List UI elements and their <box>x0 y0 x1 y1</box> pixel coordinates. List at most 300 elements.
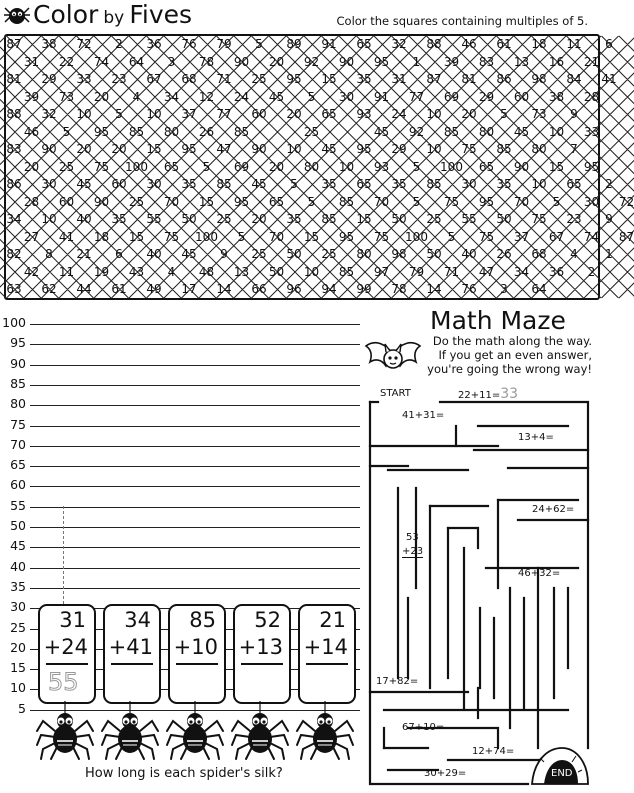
grid-number[interactable]: 99 <box>356 282 372 296</box>
grid-number[interactable]: 26 <box>198 124 215 139</box>
grid-number[interactable]: 28 <box>23 194 40 209</box>
grid-number[interactable]: 75 <box>443 194 460 209</box>
grid-number[interactable]: 50 <box>181 212 197 226</box>
grid-number[interactable]: 95 <box>583 159 600 174</box>
grid-instruction: Color the squares containing multiples of 5. <box>336 14 588 28</box>
grid-number[interactable]: 33 <box>583 124 600 139</box>
grid-number[interactable]: 41 <box>58 229 75 244</box>
grid-number[interactable]: 85 <box>233 124 250 139</box>
grid-number[interactable]: 65 <box>566 177 582 191</box>
grid-number[interactable]: 12 <box>198 89 215 104</box>
grid-number[interactable]: 26 <box>496 247 512 261</box>
grid-number[interactable]: 55 <box>146 212 162 226</box>
ruler-tick-line <box>30 547 360 548</box>
grid-number[interactable]: 20 <box>76 142 92 156</box>
grid-number[interactable]: 5 <box>500 107 508 121</box>
grid-number[interactable]: 60 <box>111 177 127 191</box>
grid-number[interactable]: 10 <box>426 107 442 121</box>
grid-number[interactable]: 60 <box>251 107 267 121</box>
grid-number[interactable]: 45 <box>513 124 530 139</box>
grid-number[interactable]: 18 <box>93 229 110 244</box>
grid-number[interactable]: 35 <box>356 72 372 86</box>
grid-number[interactable]: 89 <box>286 37 302 51</box>
grid-number[interactable]: 5 <box>237 229 246 244</box>
grid-number[interactable]: 32 <box>391 37 407 51</box>
grid-number[interactable]: 65 <box>163 159 180 174</box>
grid-number[interactable]: 20 <box>111 142 127 156</box>
grid-number[interactable]: 33 <box>76 72 92 86</box>
grid-number[interactable]: 67 <box>146 72 162 86</box>
ruler-tick-label: 95 <box>10 335 26 351</box>
grid-number[interactable]: 10 <box>426 142 442 156</box>
grid-number[interactable]: 13 <box>233 264 250 279</box>
ruler-tick-line <box>30 426 360 427</box>
grid-number[interactable]: 41 <box>601 72 617 86</box>
grid-number[interactable]: 70 <box>268 229 285 244</box>
grid-number[interactable]: 92 <box>408 124 425 139</box>
ruler-tick-label: 15 <box>10 660 26 676</box>
grid-number[interactable]: 10 <box>286 142 302 156</box>
grid-number[interactable]: 50 <box>286 247 302 261</box>
grid-number[interactable]: 9 <box>220 247 228 261</box>
grid-number[interactable]: 1 <box>605 247 613 261</box>
grid-number[interactable]: 32 <box>41 107 57 121</box>
grid-number[interactable]: 28 <box>583 89 600 104</box>
grid-number[interactable]: 78 <box>198 54 215 69</box>
grid-number[interactable]: 4 <box>132 89 141 104</box>
grid-number[interactable]: 95 <box>286 72 302 86</box>
grid-number[interactable]: 49 <box>146 282 162 296</box>
grid-number[interactable]: 76 <box>181 37 197 51</box>
grid-number[interactable]: 88 <box>426 37 442 51</box>
grid-number[interactable]: 95 <box>181 142 197 156</box>
grid-number[interactable]: 71 <box>443 264 460 279</box>
grid-number[interactable]: 25 <box>426 212 442 226</box>
grid-number[interactable]: 88 <box>6 107 22 121</box>
grid-number[interactable]: 5 <box>202 159 211 174</box>
grid-number[interactable]: 5 <box>447 229 456 244</box>
grid-number[interactable]: 8 <box>45 247 53 261</box>
grid-number[interactable]: 71 <box>216 72 232 86</box>
grid-number[interactable]: 91 <box>321 37 337 51</box>
silk-question: How long is each spider's silk? <box>85 766 283 781</box>
grid-number[interactable]: 30 <box>41 177 57 191</box>
grid-number[interactable]: 13 <box>513 54 530 69</box>
grid-number[interactable]: 98 <box>531 72 547 86</box>
grid-number[interactable]: 78 <box>391 282 407 296</box>
grid-number[interactable]: 10 <box>41 212 57 226</box>
example-silk-line <box>63 506 64 604</box>
grid-number[interactable]: 91 <box>373 89 390 104</box>
grid-number[interactable]: 92 <box>303 54 320 69</box>
grid-number[interactable]: 95 <box>373 54 390 69</box>
grid-number[interactable]: 15 <box>356 212 372 226</box>
grid-number[interactable]: 65 <box>356 177 372 191</box>
grid-number[interactable]: 100 <box>125 159 148 174</box>
grid-number[interactable]: 77 <box>408 89 425 104</box>
grid-number[interactable]: 76 <box>461 282 477 296</box>
grid-number[interactable]: 85 <box>216 177 232 191</box>
grid-number[interactable]: 10 <box>531 177 547 191</box>
grid-number[interactable]: 23 <box>566 212 582 226</box>
grid-number[interactable]: 44 <box>76 282 92 296</box>
maze-problem: 41+31= <box>402 410 445 421</box>
grid-number[interactable]: 40 <box>461 247 477 261</box>
card-sum-line <box>46 663 88 665</box>
grid-number[interactable]: 69 <box>233 159 250 174</box>
grid-number[interactable]: 67 <box>548 229 565 244</box>
grid-number[interactable]: 39 <box>23 89 40 104</box>
grid-number[interactable]: 17 <box>181 282 197 296</box>
grid-number[interactable]: 90 <box>513 159 530 174</box>
grid-number[interactable]: 4 <box>570 247 578 261</box>
maze-instruction-line: Do the math along the way. <box>432 334 592 348</box>
grid-number[interactable]: 66 <box>251 282 267 296</box>
grid-number[interactable]: 84 <box>566 72 582 86</box>
maze-problem: 67+10= <box>402 722 445 733</box>
grid-number[interactable]: 96 <box>286 282 302 296</box>
grid-number[interactable]: 95 <box>356 142 372 156</box>
grid-number[interactable]: 34 <box>163 89 180 104</box>
grid-number[interactable]: 94 <box>321 282 337 296</box>
grid-number[interactable]: 69 <box>443 89 460 104</box>
grid-number[interactable]: 70 <box>163 194 180 209</box>
grid-number[interactable]: 79 <box>408 264 425 279</box>
title-color: Color <box>33 0 99 29</box>
grid-number[interactable]: 72 <box>76 37 92 51</box>
grid-number[interactable]: 42 <box>23 264 40 279</box>
grid-number[interactable]: 70 <box>373 194 390 209</box>
grid-number[interactable]: 10 <box>303 264 320 279</box>
grid-number[interactable]: 9 <box>570 107 578 121</box>
grid-number[interactable]: 3 <box>500 282 508 296</box>
grid-number[interactable]: 95 <box>93 124 110 139</box>
grid-number[interactable]: 43 <box>128 264 145 279</box>
grid-number[interactable]: 45 <box>373 124 390 139</box>
grid-number[interactable]: 65 <box>478 159 495 174</box>
grid-number[interactable]: 25 <box>303 124 320 139</box>
grid-number[interactable]: 38 <box>548 89 565 104</box>
grid-number[interactable]: 46 <box>461 37 477 51</box>
grid-number[interactable]: 4 <box>167 264 176 279</box>
grid-number[interactable]: 25 <box>128 194 145 209</box>
grid-number[interactable]: 50 <box>426 247 442 261</box>
grid-number[interactable]: 20 <box>251 212 267 226</box>
grid-number[interactable]: 1 <box>412 54 421 69</box>
spider-icon <box>295 701 355 767</box>
grid-number[interactable]: 35 <box>181 177 197 191</box>
grid-number[interactable]: 85 <box>496 142 512 156</box>
grid-number[interactable]: 23 <box>111 72 127 86</box>
grid-number[interactable]: 75 <box>163 229 180 244</box>
grid-number[interactable]: 37 <box>181 107 197 121</box>
grid-number[interactable]: 25 <box>321 247 337 261</box>
grid-number[interactable]: 45 <box>321 142 337 156</box>
grid-number[interactable]: 40 <box>146 247 162 261</box>
ruler-tick-label: 65 <box>10 457 26 473</box>
addition-card <box>233 604 291 704</box>
grid-number[interactable]: 20 <box>461 107 477 121</box>
grid-number[interactable]: 30 <box>583 194 600 209</box>
grid-number[interactable]: 86 <box>6 177 22 191</box>
ruler-tick-line <box>30 527 360 528</box>
grid-number[interactable]: 65 <box>321 107 337 121</box>
grid-number[interactable]: 87 <box>618 229 634 244</box>
grid-number[interactable]: 9 <box>605 212 613 226</box>
grid-number[interactable]: 45 <box>76 177 92 191</box>
grid-number[interactable]: 64 <box>128 54 145 69</box>
grid-number[interactable]: 82 <box>6 247 22 261</box>
grid-number[interactable]: 80 <box>163 124 180 139</box>
grid-number[interactable]: 83 <box>6 142 22 156</box>
grid-number[interactable]: 74 <box>93 54 110 69</box>
grid-number[interactable]: 63 <box>6 282 22 296</box>
card-sum-line <box>111 663 153 665</box>
title-fives: Fives <box>129 0 193 29</box>
grid-number[interactable]: 85 <box>128 124 145 139</box>
grid-number[interactable]: 15 <box>303 229 320 244</box>
grid-number[interactable]: 60 <box>513 89 530 104</box>
grid-number[interactable]: 95 <box>478 194 495 209</box>
grid-number[interactable]: 35 <box>321 177 337 191</box>
card-answer[interactable]: 55 <box>48 668 79 696</box>
grid-number[interactable]: 61 <box>496 37 512 51</box>
grid-number[interactable]: 21 <box>76 247 92 261</box>
grid-number[interactable]: 62 <box>41 282 57 296</box>
ruler-tick-line <box>30 344 360 345</box>
grid-number[interactable]: 22 <box>58 54 75 69</box>
grid-number[interactable]: 20 <box>93 89 110 104</box>
maze-example-answer: 33 <box>500 386 519 402</box>
grid-number[interactable]: 3 <box>167 54 176 69</box>
ruler-tick-label: 80 <box>10 396 26 412</box>
grid-number[interactable]: 40 <box>76 212 92 226</box>
grid-number[interactable]: 81 <box>6 72 22 86</box>
page-title <box>33 0 192 30</box>
grid-number[interactable]: 87 <box>6 37 22 51</box>
grid-number[interactable]: 7 <box>570 142 578 156</box>
grid-number[interactable]: 46 <box>23 124 40 139</box>
grid-number[interactable]: 61 <box>111 282 127 296</box>
grid-number[interactable]: 5 <box>255 37 263 51</box>
grid-number[interactable]: 90 <box>93 194 110 209</box>
grid-number[interactable]: 68 <box>181 72 197 86</box>
ruler-tick-line <box>30 568 360 569</box>
ruler-tick-label: 5 <box>18 700 26 716</box>
grid-number[interactable]: 5 <box>290 177 298 191</box>
grid-number[interactable]: 34 <box>513 264 530 279</box>
grid-number[interactable]: 85 <box>443 124 460 139</box>
grid-number[interactable]: 24 <box>233 89 250 104</box>
addition-card <box>103 604 161 704</box>
grid-number[interactable]: 11 <box>566 37 582 51</box>
grid-number[interactable]: 25 <box>216 212 232 226</box>
grid-number[interactable]: 85 <box>426 177 442 191</box>
grid-number[interactable]: 50 <box>496 212 512 226</box>
grid-number[interactable]: 2 <box>115 37 123 51</box>
card-top-number: 21 <box>319 608 346 632</box>
maze-instructions <box>427 334 592 376</box>
grid-number[interactable]: 29 <box>41 72 57 86</box>
grid-number[interactable]: 75 <box>531 212 547 226</box>
grid-number[interactable]: 80 <box>531 142 547 156</box>
grid-number[interactable]: 15 <box>321 72 337 86</box>
grid-number[interactable]: 25 <box>251 72 267 86</box>
grid-number[interactable]: 5 <box>552 194 561 209</box>
grid-number[interactable]: 70 <box>513 194 530 209</box>
grid-number[interactable]: 65 <box>356 37 372 51</box>
grid-number[interactable]: 90 <box>338 54 355 69</box>
grid-number[interactable]: 47 <box>478 264 495 279</box>
grid-number[interactable]: 19 <box>93 264 110 279</box>
grid-number[interactable]: 100 <box>440 159 463 174</box>
spider-logo-icon <box>4 4 30 26</box>
grid-number[interactable]: 47 <box>216 142 232 156</box>
grid-number[interactable]: 68 <box>531 247 547 261</box>
grid-number[interactable]: 50 <box>268 264 285 279</box>
grid-number[interactable]: 29 <box>391 142 407 156</box>
grid-number[interactable]: 85 <box>321 212 337 226</box>
grid-number[interactable]: 5 <box>307 89 316 104</box>
grid-number[interactable]: 72 <box>618 194 634 209</box>
ruler-tick-line <box>30 588 360 589</box>
grid-number[interactable]: 98 <box>391 247 407 261</box>
grid-number[interactable]: 18 <box>531 37 547 51</box>
grid-number[interactable]: 75 <box>373 229 390 244</box>
grid-number[interactable]: 14 <box>426 282 442 296</box>
ruler-tick-label: 90 <box>10 355 26 371</box>
grid-number[interactable]: 77 <box>216 107 232 121</box>
grid-number[interactable]: 10 <box>548 124 565 139</box>
grid-number[interactable]: 80 <box>478 124 495 139</box>
grid-number[interactable]: 5 <box>412 159 421 174</box>
grid-number[interactable]: 25 <box>251 247 267 261</box>
grid-number[interactable]: 15 <box>198 194 215 209</box>
grid-number[interactable]: 31 <box>23 54 40 69</box>
grid-number[interactable]: 86 <box>496 72 512 86</box>
grid-number[interactable]: 10 <box>76 107 92 121</box>
grid-number[interactable]: 60 <box>58 194 75 209</box>
maze-problem: +23 <box>402 546 424 557</box>
grid-number[interactable]: 5 <box>307 194 316 209</box>
grid-number[interactable]: 20 <box>268 159 285 174</box>
grid-number[interactable]: 35 <box>111 212 127 226</box>
grid-number[interactable]: 24 <box>391 107 407 121</box>
grid-number[interactable]: 73 <box>58 89 75 104</box>
ruler-tick-line <box>30 486 360 487</box>
grid-number[interactable]: 5 <box>62 124 71 139</box>
grid-number[interactable]: 30 <box>461 177 477 191</box>
grid-number[interactable]: 30 <box>146 177 162 191</box>
grid-number[interactable]: 16 <box>548 54 565 69</box>
grid-number[interactable]: 15 <box>146 142 162 156</box>
grid-number[interactable]: 30 <box>338 89 355 104</box>
grid-number[interactable]: 100 <box>195 229 218 244</box>
grid-number[interactable]: 73 <box>531 107 547 121</box>
grid-number[interactable]: 35 <box>391 177 407 191</box>
grid-number[interactable]: 27 <box>23 229 40 244</box>
ruler-tick-line <box>30 466 360 467</box>
maze-start-label: START <box>380 388 411 399</box>
grid-number[interactable]: 85 <box>338 194 355 209</box>
grid-number[interactable]: 75 <box>93 159 110 174</box>
ruler-tick-label: 55 <box>10 497 26 513</box>
grid-number[interactable]: 80 <box>303 159 320 174</box>
grid-number[interactable]: 74 <box>583 229 600 244</box>
grid-number[interactable]: 79 <box>216 37 232 51</box>
grid-number[interactable]: 80 <box>356 247 372 261</box>
grid-number[interactable]: 90 <box>233 54 250 69</box>
grid-number[interactable]: 87 <box>426 72 442 86</box>
grid-number[interactable]: 55 <box>461 212 477 226</box>
grid-number[interactable]: 81 <box>461 72 477 86</box>
grid-number[interactable]: 34 <box>6 212 22 226</box>
grid-number[interactable]: 21 <box>583 54 600 69</box>
grid-number[interactable]: 90 <box>251 142 267 156</box>
grid-number[interactable]: 75 <box>461 142 477 156</box>
grid-number[interactable]: 11 <box>58 264 75 279</box>
grid-number[interactable]: 45 <box>181 247 197 261</box>
grid-number[interactable]: 2 <box>587 264 596 279</box>
grid-number[interactable]: 10 <box>146 107 162 121</box>
grid-number[interactable]: 20 <box>23 159 40 174</box>
grid-number[interactable]: 45 <box>251 177 267 191</box>
grid-number[interactable]: 64 <box>531 282 547 296</box>
grid-number[interactable]: 15 <box>128 229 145 244</box>
grid-number[interactable]: 65 <box>268 194 285 209</box>
grid-number[interactable]: 35 <box>496 177 512 191</box>
grid-number[interactable]: 85 <box>338 264 355 279</box>
grid-number[interactable]: 35 <box>286 212 302 226</box>
grid-number[interactable]: 20 <box>286 107 302 121</box>
grid-number[interactable]: 36 <box>548 264 565 279</box>
grid-number[interactable]: 6 <box>115 247 123 261</box>
grid-number[interactable]: 29 <box>478 89 495 104</box>
grid-number[interactable]: 97 <box>373 264 390 279</box>
grid-number[interactable]: 36 <box>146 37 162 51</box>
grid-number[interactable]: 2 <box>605 177 613 191</box>
grid-number[interactable]: 6 <box>605 37 613 51</box>
grid-number[interactable]: 5 <box>412 194 421 209</box>
grid-number[interactable]: 93 <box>373 159 390 174</box>
grid-number[interactable]: 75 <box>478 229 495 244</box>
grid-number[interactable]: 100 <box>405 229 428 244</box>
grid-number[interactable]: 90 <box>41 142 57 156</box>
grid-number[interactable]: 93 <box>356 107 372 121</box>
grid-number[interactable]: 31 <box>391 72 407 86</box>
grid-number[interactable]: 20 <box>268 54 285 69</box>
grid-number[interactable]: 14 <box>216 282 232 296</box>
ruler-tick-label: 45 <box>10 538 26 554</box>
grid-number[interactable]: 83 <box>478 54 495 69</box>
grid-number[interactable]: 95 <box>338 229 355 244</box>
maze-instruction-line: If you get an even answer, <box>438 348 592 362</box>
grid-number[interactable]: 25 <box>58 159 75 174</box>
card-addend: +24 <box>43 635 88 659</box>
grid-number[interactable]: 15 <box>548 159 565 174</box>
ruler-tick-line <box>30 365 360 366</box>
grid-number[interactable]: 50 <box>391 212 407 226</box>
grid-number[interactable]: 5 <box>115 107 123 121</box>
grid-number[interactable]: 10 <box>338 159 355 174</box>
grid-number[interactable]: 95 <box>233 194 250 209</box>
grid-number[interactable]: 39 <box>443 54 460 69</box>
grid-number[interactable]: 37 <box>513 229 530 244</box>
grid-number[interactable]: 38 <box>41 37 57 51</box>
grid-number[interactable]: 45 <box>268 89 285 104</box>
grid-number[interactable]: 48 <box>198 264 215 279</box>
addition-card <box>38 604 96 704</box>
